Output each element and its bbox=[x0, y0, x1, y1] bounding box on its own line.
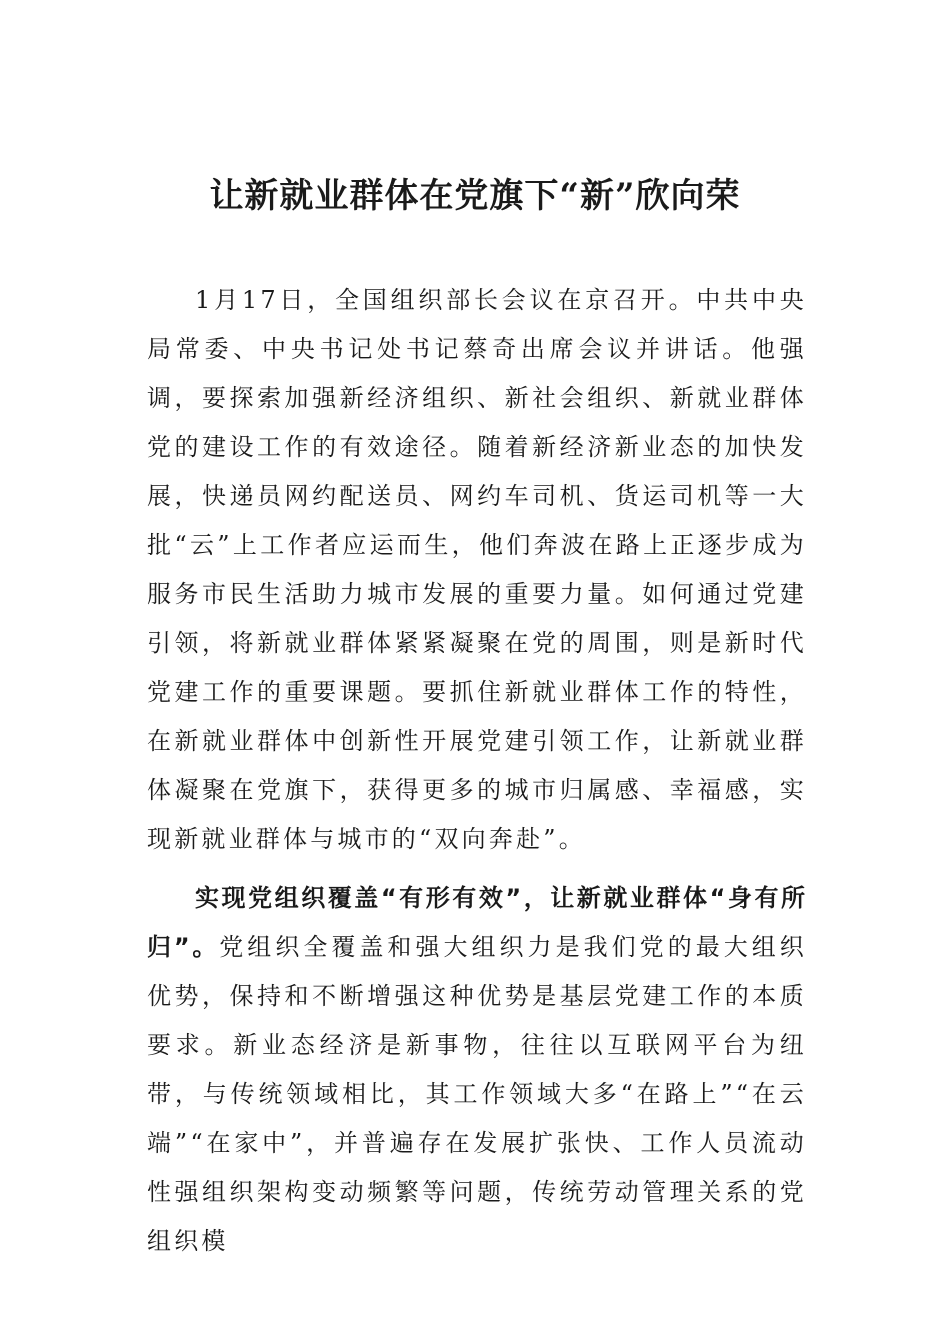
paragraph-1 bbox=[147, 276, 807, 864]
paragraph-1-text: 1月17日，全国组织部长会议在京召开。中共中央局常委、中央书记处书记蔡奇出席会议并讲话。他强调，要探索加强新经济组织、新社会组织、新就业群体党的建设工作的有效途径。随着新经济新业态的加快发展，快递员网约配送员、网约车司机、货运司机等一大批“云”上工作者应运而生，他们奔波在路上正逐步成为服务市民生活助力城市发展的重要力量。如何通过党建引领，将新就业群体紧紧凝聚在党的周围，则是新时代党建工作的重要课题。要抓住新就业群体工作的特性，在新就业群体中创新性开展党建引领工作，让新就业群体凝聚在党旗下，获得更多的城市归属感、幸福感，实现新就业群体与城市的“双向奔赴”。 bbox=[147, 286, 807, 853]
document-title: 让新就业群体在党旗下“新”欣向荣 bbox=[209, 176, 741, 216]
document-body bbox=[147, 276, 807, 1266]
paragraph-2-text: 党组织全覆盖和强大组织力是我们党的最大组织优势，保持和不断增强这种优势是基层党建工作的本质要求。新业态经济是新事物，往往以互联网平台为纽带，与传统领域相比，其工作领域大多“在路上”“在云端”“在家中”，并普遍存在发展扩张快、工作人员流动性强组织架构变动频繁等问题，传统劳动管理关系的党组织模 bbox=[147, 933, 807, 1255]
paragraph-2 bbox=[147, 874, 807, 1266]
paragraph-2-lead: 实现党组织覆盖“有形有效”，让新就业群体“身有所归”。 bbox=[147, 884, 807, 961]
